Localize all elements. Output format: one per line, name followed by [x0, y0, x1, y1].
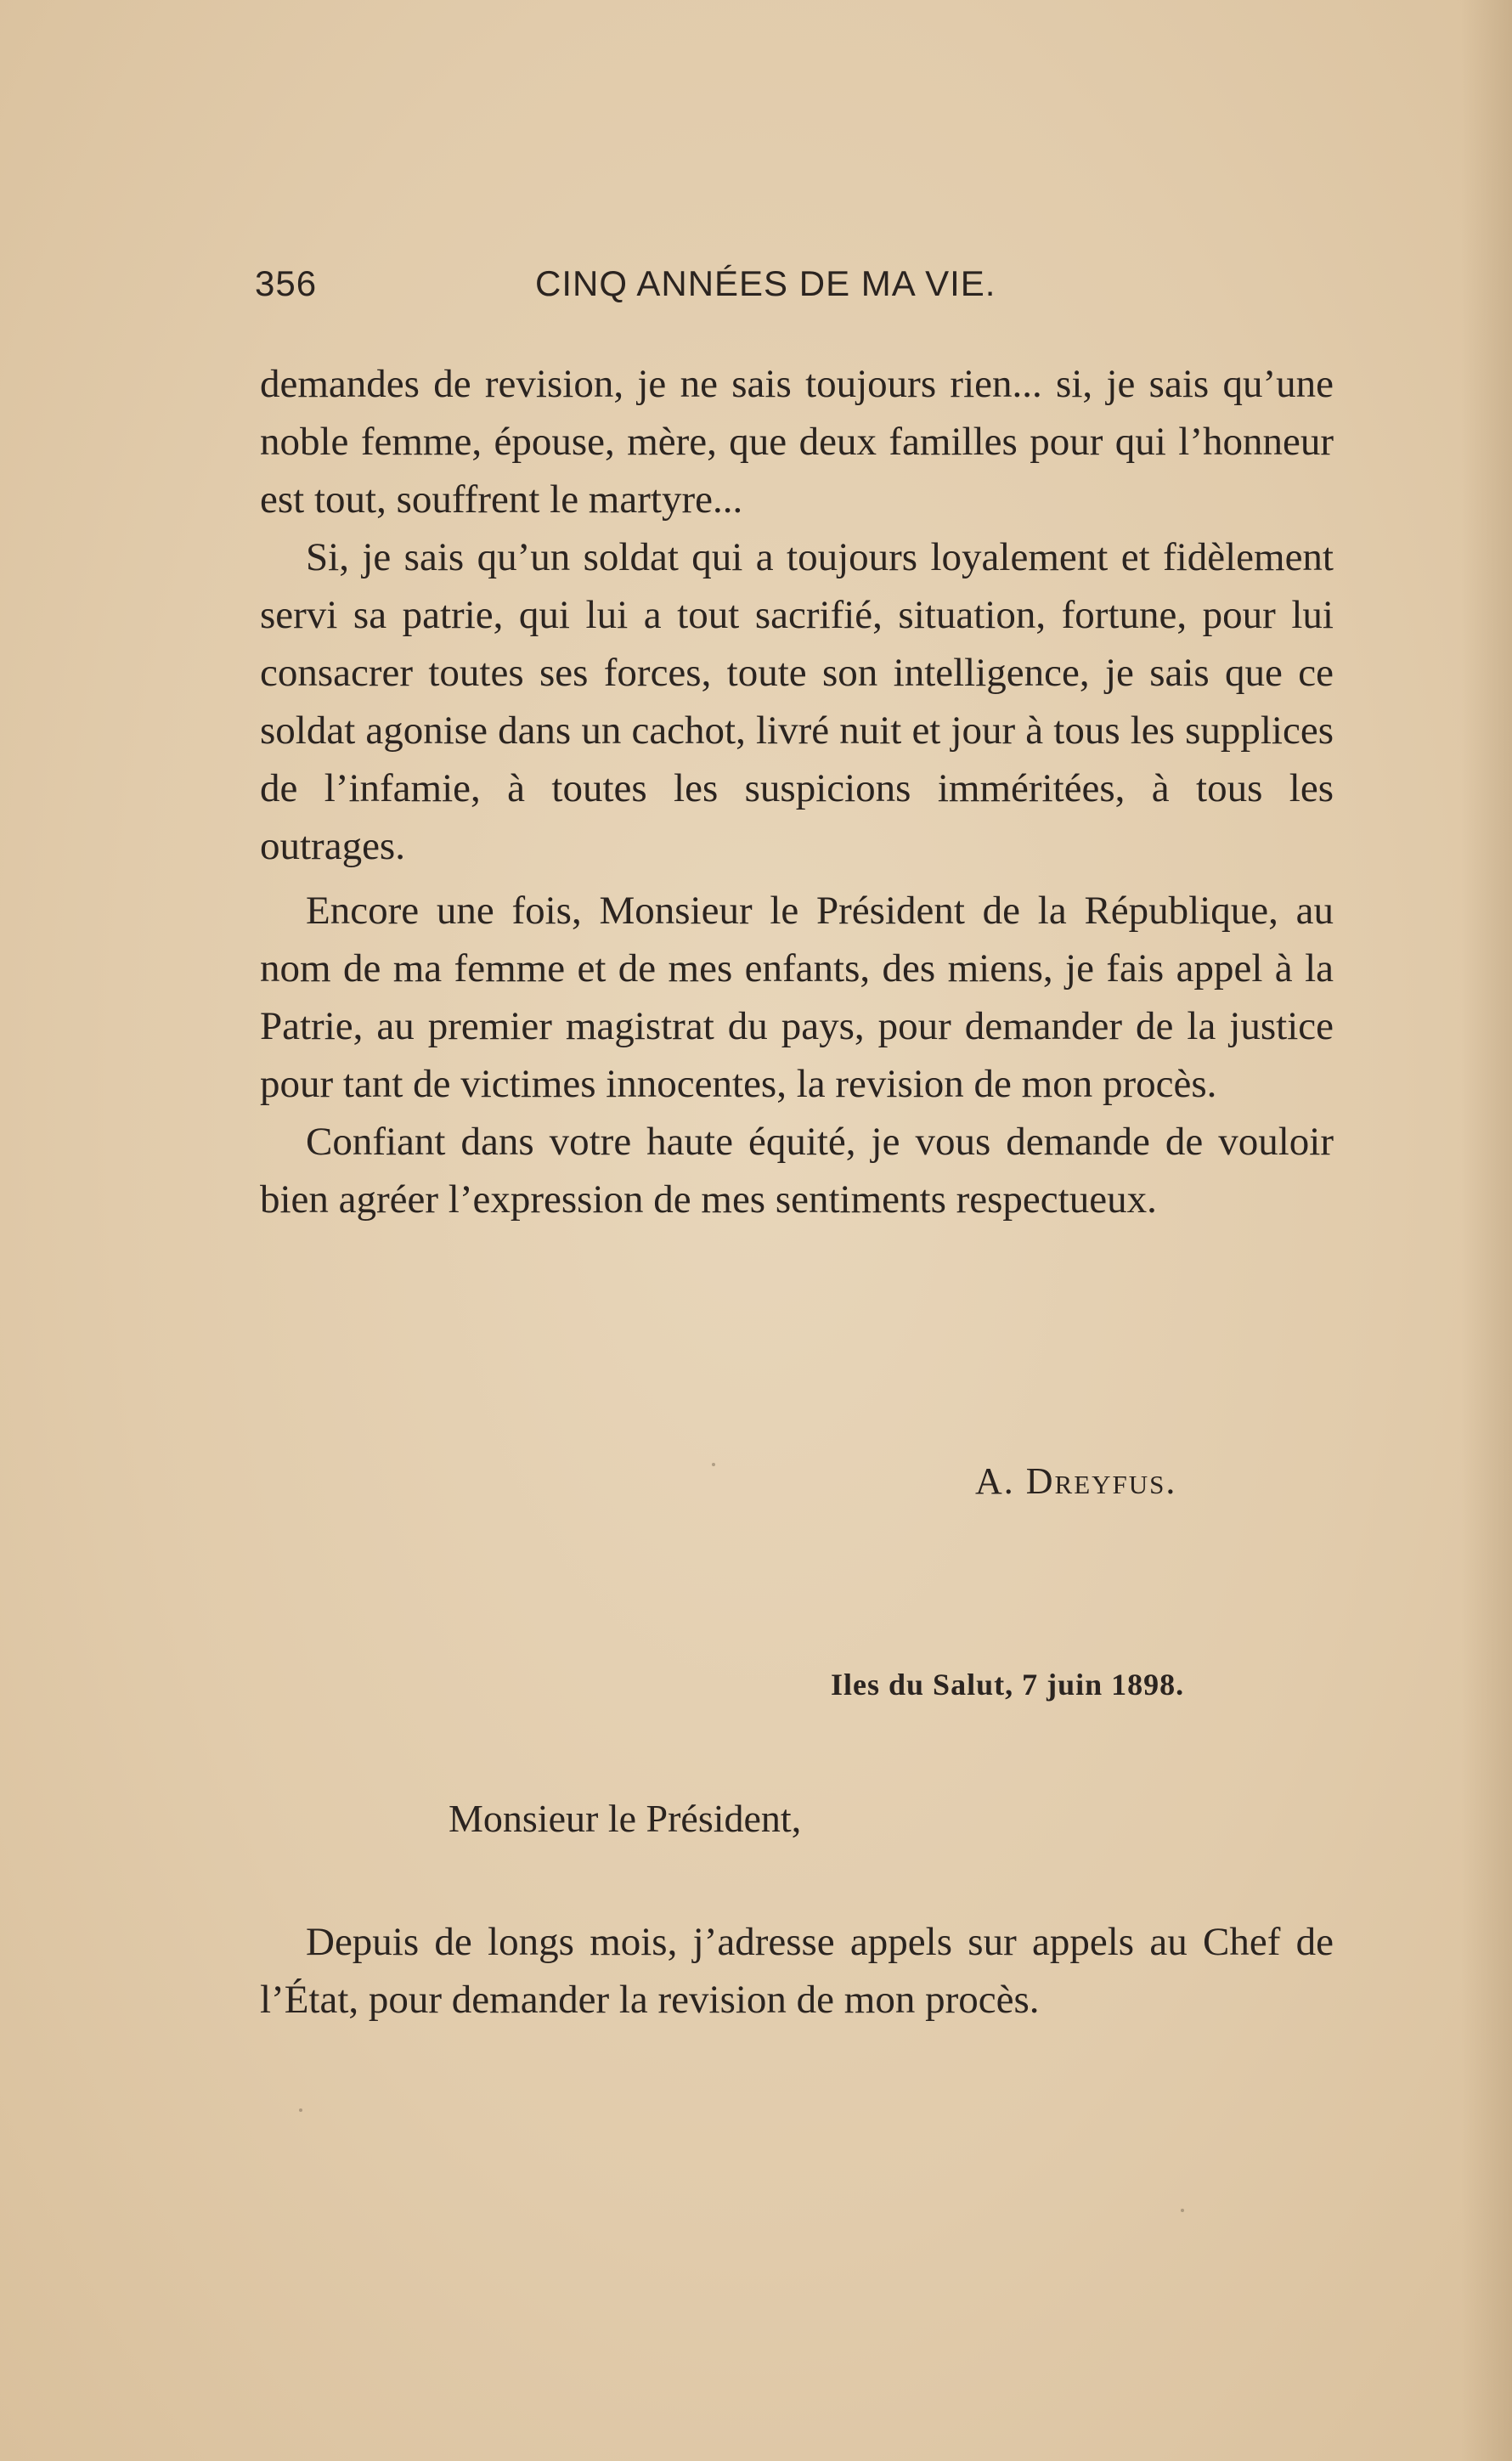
letter-body	[260, 355, 1334, 1228]
body-paragraph-3: Encore une fois, Monsieur le Président de la République, au nom de ma femme et de mes enfants, des miens, je fais appel à la Patrie, au premier magistrat du pays, pour demander de la justice pour tant de victimes innocentes, la revision de mon procès.	[260, 889, 1334, 1106]
body-paragraph-1: demandes de revision, je ne sais toujours rien... si, je sais qu’une noble femme, épouse, mère, que deux familles pour qui l’honneur est tout, souffrent le martyre...	[260, 362, 1334, 522]
signature	[975, 1459, 1176, 1503]
salutation: Monsieur le Président,	[449, 1797, 802, 1840]
running-title: CINQ ANNÉES DE MA VIE.	[535, 263, 996, 303]
paper-speck	[712, 1463, 715, 1466]
signature-initial: A.	[975, 1460, 1015, 1502]
body-paragraph-2: Si, je sais qu’un soldat qui a toujours loyalement et fidèlement servi sa patrie, qui lui a tout sacrifié, situation, fortune, pour lui consacrer toutes ses forces, toute son intelligence, je sais que ce soldat agonise dans un cachot, livré nuit et jour à tous les supplices de l’infamie, à toutes les suspicions imméritées, à tous les outrages.	[260, 535, 1334, 868]
running-header	[255, 263, 1329, 314]
signature-surname: Dreyfus.	[1025, 1460, 1177, 1502]
paper-speck	[299, 2108, 302, 2112]
dateline: Iles du Salut, 7 juin 1898.	[831, 1668, 1185, 1702]
body-paragraph-4: Confiant dans votre haute équité, je vous demande de vouloir bien agréer l’expression de mes sentiments respectueux.	[260, 1120, 1334, 1222]
paper-speck	[1181, 2209, 1184, 2212]
page-number: 356	[255, 263, 318, 303]
second-letter-body	[260, 1913, 1334, 2029]
second-letter-paragraph-1: Depuis de longs mois, j’adresse appels sur appels au Chef de l’État, pour demander la revision de mon procès.	[260, 1920, 1334, 2022]
page-edge-shadow	[1461, 0, 1512, 2461]
